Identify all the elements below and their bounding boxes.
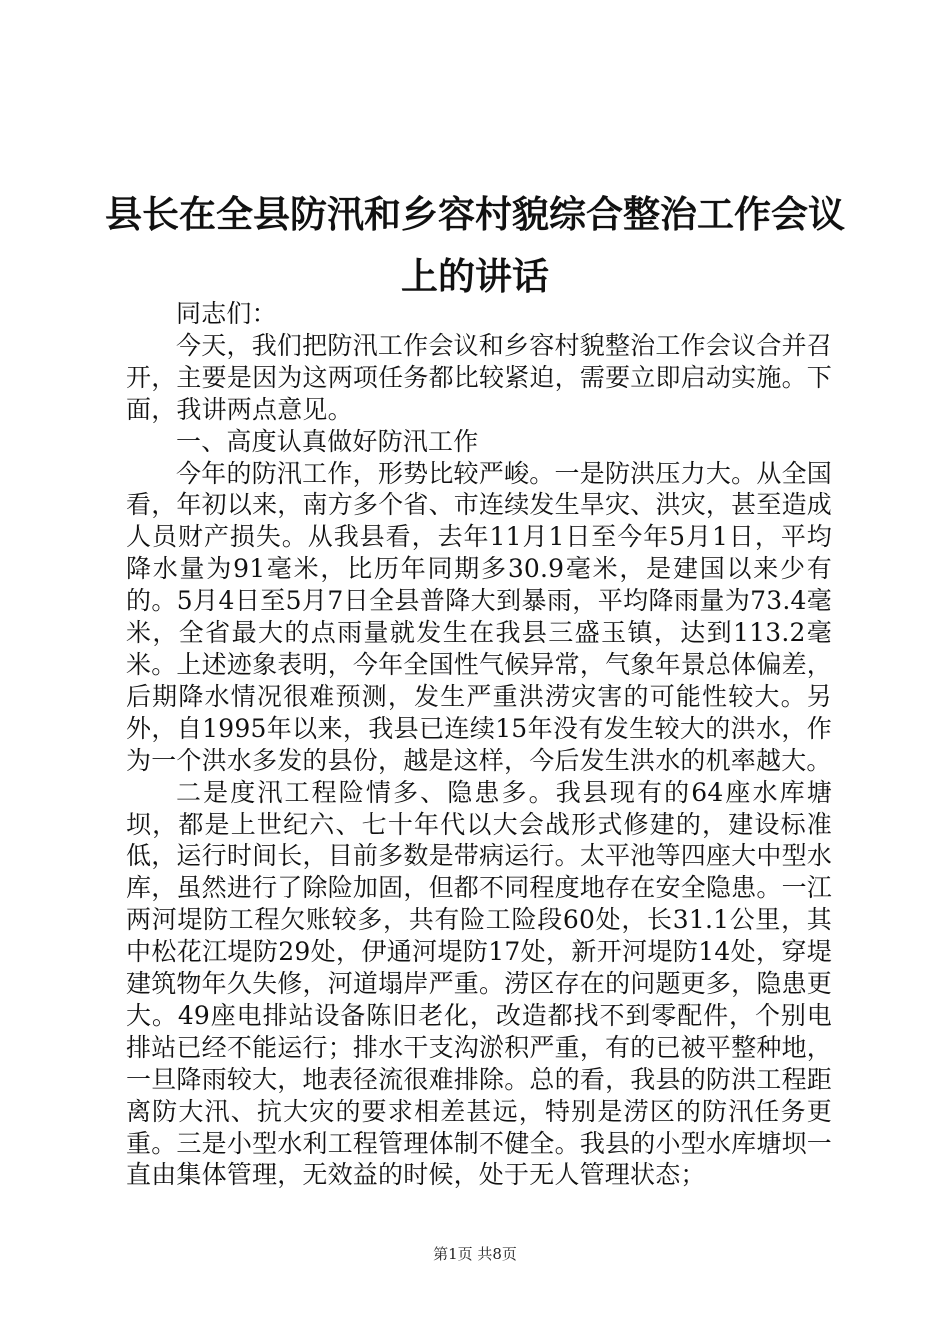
document-title: 县长在全县防汛和乡容村貌综合整治工作会议上的讲话 [105,192,845,298]
document-body [126,298,832,1191]
section-heading: 一、高度认真做好防汛工作 [176,426,479,456]
salutation-paragraph: 同志们： [176,299,277,328]
body-paragraph: 二是度汛工程险情多、隐患多。我县现有的64座水库塘坝，都是上世纪六、七十年代以大会战形式修建的，建设标准低，运行时间长，目前多数是带病运行。太平池等四座大中型水库，虽然进行了除险加固，但都不同程度地存在安全隐患。一江两河堤防工程欠账较多，共有险工险段60处，长31.1公里，其中松花江堤防29处，伊通河堤防17处，新开河堤防14处，穿堤建筑物年久失修，河道塌岸严重。涝区存在的问题更多，隐患更大。49座电排站设备陈旧老化，改造都找不到零配件，个别电排站已经不能运行；排水干支沟淤积严重，有的已被平整种地，一旦降雨较大，地表径流很难排除。总的看，我县的防洪工程距离防大汛、抗大灾的要求相差甚远，特别是涝区的防汛任务更重。三是小型水利工程管理体制不健全。我县的小型水库塘坝一直由集体管理，无效益的时候，处于无人管理状态； [126,777,832,1190]
page-footer: 第1页 共8页 [433,1245,517,1263]
body-paragraph: 今年的防汛工作，形势比较严峻。一是防洪压力大。从全国看，年初以来，南方多个省、市连续发生旱灾、洪灾，甚至造成人员财产损失。从我县看，去年11月1日至今年5月1日，平均降水量为91毫米，比历年同期多30.9毫米，是建国以来少有的。5月4日至5月7日全县普降大到暴雨，平均降雨量为73.4毫米，全省最大的点雨量就发生在我县三盛玉镇，达到113.2毫米。上述迹象表明，今年全国性气候异常，气象年景总体偏差，后期降水情况很难预测，发生严重洪涝灾害的可能性较大。另外，自1995年以来，我县已连续15年没有发生较大的洪水，作为一个洪水多发的县份，越是这样，今后发生洪水的机率越大。 [126,458,832,775]
intro-paragraph: 今天，我们把防汛工作会议和乡容村貌整治工作会议合并召开，主要是因为这两项任务都比较紧迫，需要立即启动实施。下面，我讲两点意见。 [126,330,832,424]
